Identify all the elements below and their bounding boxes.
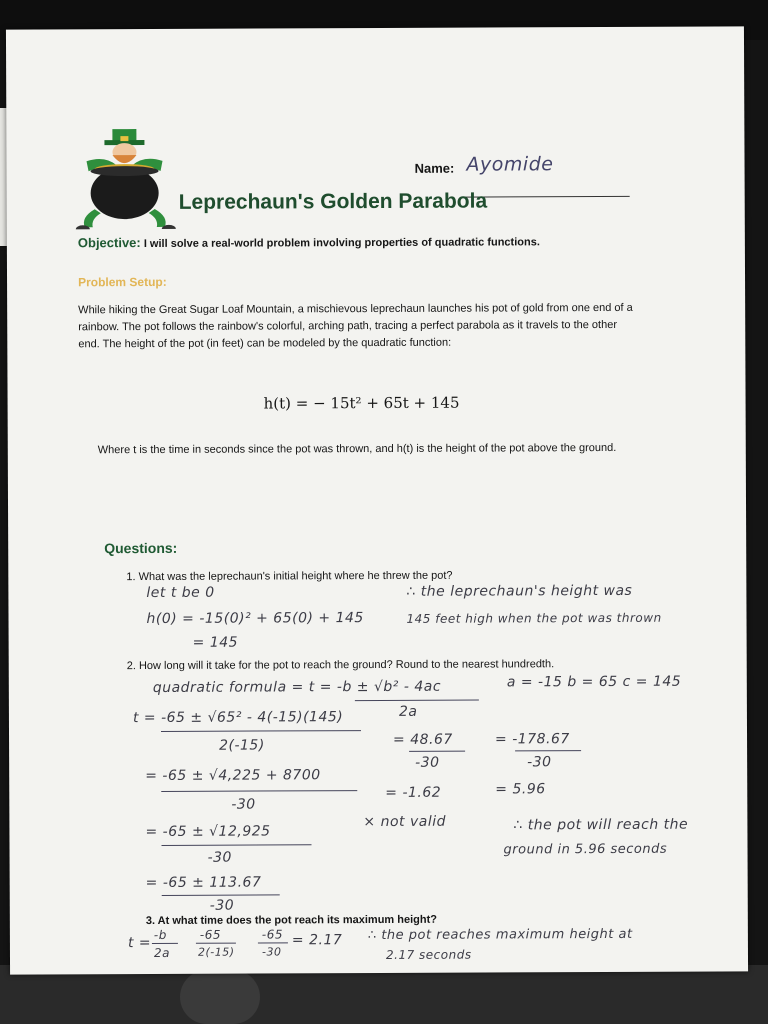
hat-buckle	[120, 136, 128, 141]
q2-step-4-bar	[162, 894, 280, 896]
left-leg	[84, 209, 101, 227]
q3-fraction-1-bar	[152, 943, 178, 944]
q2-formula-denominator: 2a	[398, 703, 418, 720]
q1-work-line-1: let t be 0	[146, 584, 215, 602]
q3-answer-line-2: 2.17 seconds	[385, 947, 472, 962]
q2-step-3-numerator: = -65 ± √12,925	[145, 823, 271, 841]
q3-fraction-3-numerator: -65	[261, 927, 284, 942]
q3-answer-line-1: ∴ the pot reaches maximum height at	[367, 926, 633, 944]
q1-answer-line-2: 145 feet high when the pot was thrown	[406, 610, 662, 626]
q2-root-1-note: × not valid	[363, 813, 447, 831]
q2-formula-line: quadratic formula = t = -b ± √b² - 4ac	[152, 678, 442, 696]
q2-step-3-denominator: -30	[207, 849, 232, 866]
q2-step-1-numerator: t = -65 ± √65² - 4(-15)(145)	[132, 709, 344, 727]
worksheet-page	[6, 26, 748, 974]
q2-conclusion-line-1: ∴ the pot will reach the	[513, 816, 689, 834]
variable-definition: Where t is the time in seconds since the pot was thrown, and h(t) is the height of the pot above the ground.	[97, 441, 617, 457]
q3-fraction-2-denominator: 2(-15)	[197, 945, 235, 959]
q1-answer-line-1: ∴ the leprechaun's height was	[406, 582, 633, 600]
student-name: Ayomide	[466, 153, 554, 176]
q2-root-2-denominator: -30	[527, 754, 552, 771]
objective	[78, 233, 540, 250]
q2-root-2-numerator: = -178.67	[495, 731, 570, 748]
q2-step-4-numerator: = -65 ± 113.67	[145, 874, 262, 892]
q2-root-2-result: = 5.96	[495, 781, 546, 798]
q3-fraction-3-denominator: -30	[261, 945, 282, 959]
q2-step-1-bar	[161, 730, 361, 732]
q2-step-3-bar	[162, 844, 312, 846]
q2-formula-fraction-bar	[355, 700, 479, 702]
q2-step-1-denominator: 2(-15)	[219, 737, 265, 754]
q1-work-line-2: h(0) = -15(0)² + 65(0) + 145	[146, 610, 364, 628]
questions-heading: Questions:	[104, 539, 178, 557]
q2-root-1-bar	[409, 751, 465, 752]
q3-fraction-3-bar	[258, 942, 288, 943]
q2-step-2-bar	[161, 790, 357, 792]
q3-fraction-1-numerator: -b	[153, 927, 167, 942]
leprechaun-beard	[112, 155, 136, 163]
question-2: 2. How long will it take for the pot to reach the ground? Round to the nearest hundredth.	[126, 658, 555, 673]
objective-label: Objective:	[77, 235, 141, 251]
q3-fraction-2-bar	[196, 943, 236, 944]
objective-text: I will solve a real-world problem involving properties of quadratic functions.	[143, 236, 540, 251]
q2-conclusion-line-2: ground in 5.96 seconds	[503, 841, 668, 858]
quadratic-formula: h(t) = − 15t² + 65t + 145	[263, 393, 460, 413]
problem-paragraph: While hiking the Great Sugar Loaf Mountain, a mischievous leprechaun launches his pot of gold from one end of a rainbow. The pot follows the rainbow's colorful, arching path, tracing a perfect parabola as it travels to the other end. The height of the pot (in feet) can be modeled by the quadratic function:	[78, 301, 633, 351]
q2-step-2-numerator: = -65 ± √4,225 + 8700	[145, 767, 321, 785]
question-3: 3. At what time does the pot reach its maximum height?	[145, 913, 437, 928]
q3-t-equals: t =	[127, 934, 152, 952]
right-leg	[149, 209, 166, 227]
q3-result: = 2.17	[291, 932, 343, 949]
q2-root-1-numerator: = 48.67	[393, 731, 453, 748]
leprechaun-pot-illustration	[68, 121, 186, 230]
q2-root-1-result: = -1.62	[385, 784, 442, 801]
worksheet-title: Leprechaun's Golden Parabola	[178, 189, 488, 214]
question-1: 1. What was the leprechaun's initial height where he threw the pot?	[126, 569, 453, 584]
q3-fraction-1-denominator: 2a	[153, 945, 171, 960]
q2-root-1-denominator: -30	[415, 754, 440, 771]
name-label: Name:	[414, 160, 455, 176]
q2-root-2-bar	[515, 750, 581, 751]
problem-setup-heading: Problem Setup:	[78, 274, 167, 290]
q1-work-line-3: = 145	[192, 634, 239, 651]
photo-shadow	[180, 970, 260, 1024]
q2-step-4-denominator: -30	[209, 897, 235, 914]
q3-fraction-2-numerator: -65	[199, 927, 222, 942]
q2-coefficients: a = -15 b = 65 c = 145	[506, 673, 682, 691]
q2-step-2-denominator: -30	[231, 796, 256, 813]
